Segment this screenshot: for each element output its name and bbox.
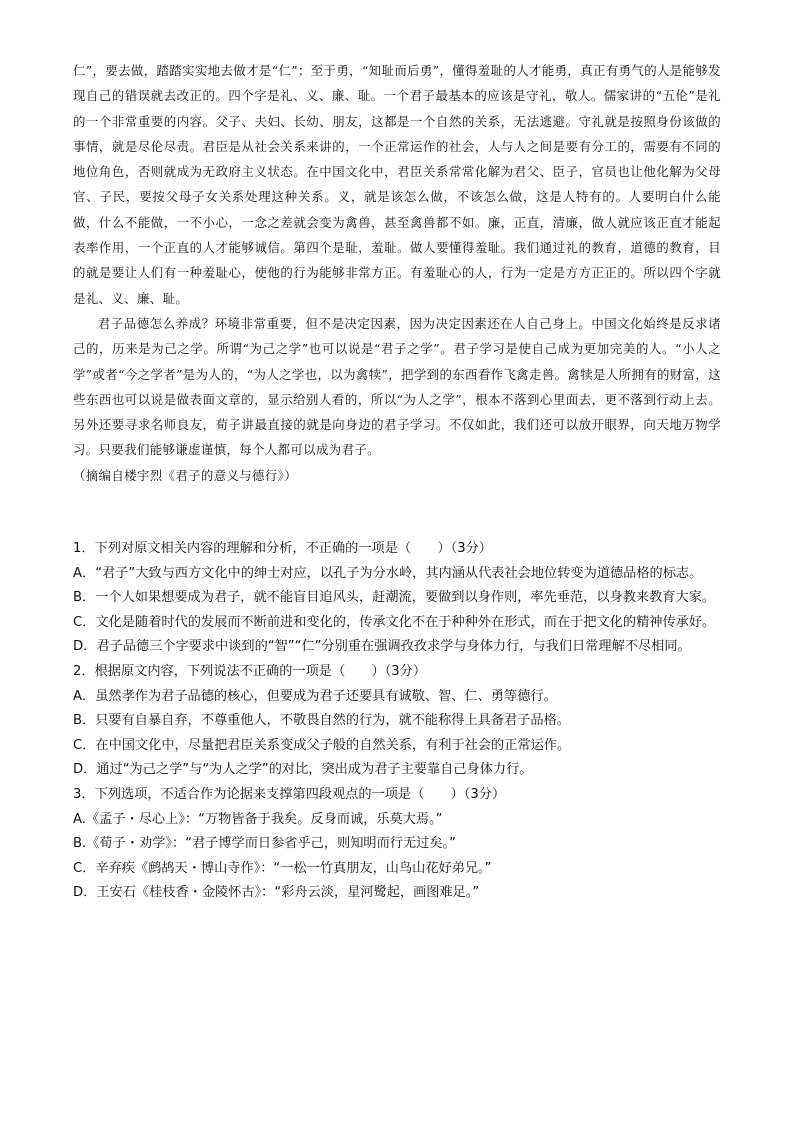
option-d: D．君子品德三个字要求中谈到的“智”“仁”分别重在强调孜孜求学与身体力行，与我们日常理解不尽相同。 (73, 639, 691, 655)
option-b: B．一个人如果想要成为君子，就不能盲目追风头，赶潮流，要做到以身作则，率先垂范，以身教来教育大家。 (73, 590, 716, 606)
passage-source: （摘编自楼宇烈《君子的意义与德行》） (73, 467, 298, 483)
question-2 (73, 660, 723, 783)
option-b: B.《荀子・劝学》：“君子博学而日参省乎己，则知明而行无过矣。” (73, 836, 456, 852)
passage-paragraph-2: 君子品德怎么养成？环境非常重要，但不是决定因素，因为决定因素还在人自己身上。中国文化始终是反求诸己的，历来是为己之学。所谓“为己之学”也可以说是“君子之学”。君子学习是使自己成为更加完美的人。“小人之学”或者“今之学者”是为人的，“为人之学也，以为禽犊”，把学到的东西看作飞禽走兽。禽犊是人所拥有的财富，这些东西也可以说是做表面文章的，显示给别人看的，所以“为人之学”，根本不落到心里面去，更不落到行动上去。另外还要寻求名师良友，荀子讲最直接的就是向身边的君子学习。不仅如此，我们还可以放开眼界，向天地万物学习。只要我们能够谦虚谨慎，每个人都可以成为君子。 (73, 315, 721, 458)
option-d: D．通过“为己之学”与“为人之学”的对比，突出成为君子主要靠自己身体力行。 (73, 762, 533, 778)
reading-passage (73, 58, 721, 488)
option-a: A．虽然孝作为君子品德的核心，但要成为君子还要具有诚敬、智、仁、勇等德行。 (73, 688, 557, 704)
option-c: C．辛弃疾《鹧鸪天・博山寺作》：“一松一竹真朋友，山鸟山花好弟兄。” (73, 860, 492, 876)
option-c: C．文化是随着时代的发展而不断前进和变化的，传承文化不在于种种外在形式，而在于把文化的精神传承好。 (73, 614, 716, 630)
option-c: C．在中国文化中，尽量把君臣关系变成父子般的自然关系，有利于社会的正常运作。 (73, 737, 571, 753)
option-b: B．只要有自暴自弃，不尊重他人，不敬畏自然的行为，就不能称得上具备君子品格。 (73, 713, 570, 729)
question-stem: 3．下列选项，不适合作为论据来支撑第四段观点的一项是（ ）（3分） (73, 786, 506, 802)
option-a: A.《孟子・尽心上》：“万物皆备于我矣。反身而诚，乐莫大焉。” (73, 811, 443, 827)
passage-paragraph-1: 仁”，要去做，踏踏实实地去做才是“仁”；至于勇，“知耻而后勇”，懂得羞耻的人才能勇，真正有勇气的人是能够发现自己的错误就去改正的。四个字是礼、义、廉、耻。一个君子最基本的应该是守礼，敬人。儒家讲的“五伦”是礼的一个非常重要的内容。父子、夫妇、长幼、朋友，这都是一个自然的关系，无法逃避。守礼就是按照身份该做的事情，就是尽伦尽责。君臣是从社会关系来讲的，一个正常运作的社会，人与人之间是要有分工的，需要有不同的地位角色，否则就成为无政府主义状态。在中国文化中，君臣关系常常化解为君父、臣子，官员也让他化解为父母官、子民，要按父母子女关系处理这种关系。义，就是该怎么做，不该怎么做，这是人特有的。人要明白什么能做，什么不能做，一不小心，一念之差就会变为禽兽，甚至禽兽都不如。廉，正直，清廉，做人就应该正直才能起表率作用，一个正直的人才能够诚信。第四个是耻，羞耻。做人要懂得羞耻。我们通过礼的教育，道德的教育，目的就是要让人们有一种羞耻心，使他的行为能够非常方正。有羞耻心的人，行为一定是方方正正的。所以四个字就是礼、义、廉、耻。 (73, 63, 721, 306)
question-stem: 1．下列对原文相关内容的理解和分析，不正确的一项是（ ）（3分） (73, 541, 492, 556)
question-3 (73, 783, 723, 906)
question-list (73, 537, 723, 906)
option-a: A．“君子”大致与西方文化中的绅士对应，以孔子为分水岭，其内涵从代表社会地位转变为道德品格的标志。 (73, 565, 703, 581)
question-1 (73, 537, 723, 660)
option-d: D．王安石《桂枝香・金陵怀古》：“彩舟云淡，星河鹭起，画图难足。” (73, 885, 480, 901)
question-stem: 2．根据原文内容，下列说法不正确的一项是（ ）（3分） (73, 663, 427, 679)
